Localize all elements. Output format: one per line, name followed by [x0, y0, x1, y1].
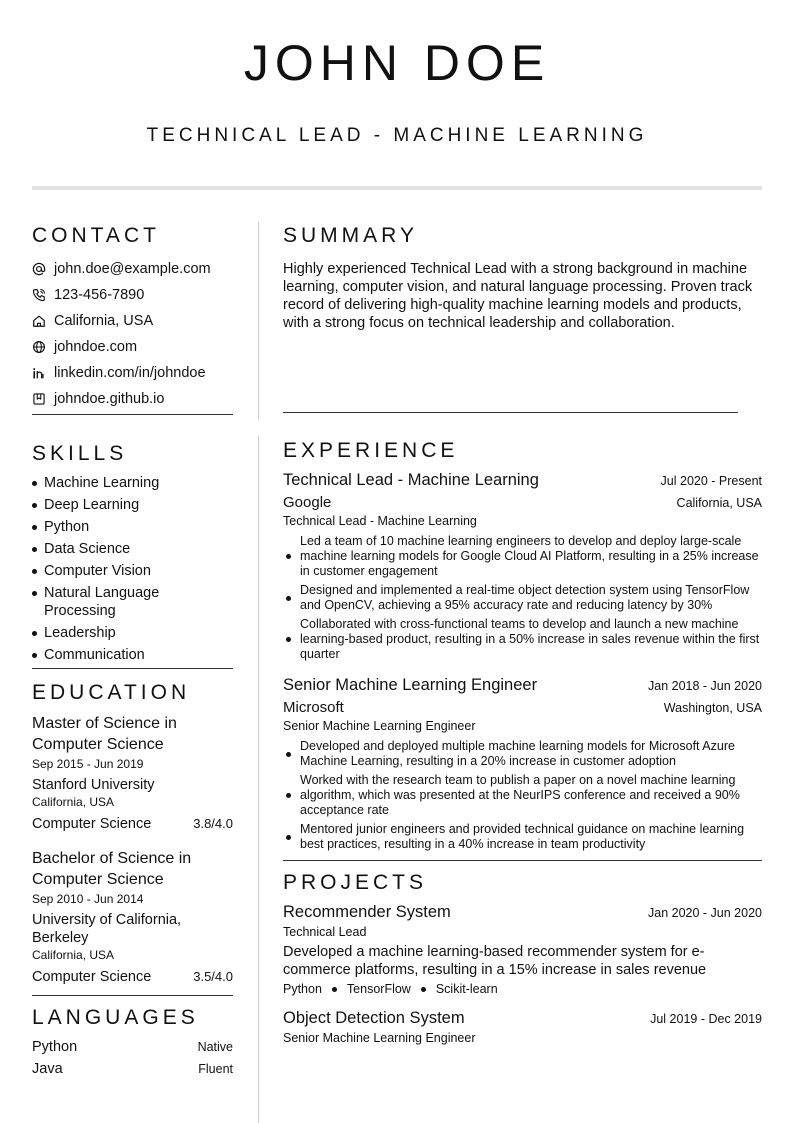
- header-divider: [32, 186, 762, 190]
- skills-divider: [32, 668, 233, 669]
- project-role: Technical Lead: [283, 925, 367, 939]
- job-bullet: [283, 822, 762, 852]
- school-name: University of California, Berkeley: [32, 912, 182, 946]
- contact-heading: CONTACT: [32, 224, 160, 247]
- bullet-dot: [286, 637, 291, 642]
- education-dates: Sep 2015 - Jun 2019: [32, 757, 144, 771]
- project-title: Recommender System: [283, 903, 451, 921]
- contact-linkedin[interactable]: [32, 360, 233, 386]
- field-of-study: Computer Science: [32, 969, 152, 985]
- project-description: Developed a machine learning-based recommender system for e-commerce platforms, resulting in a 15% increase in sales revenue: [283, 944, 707, 978]
- language-row: [32, 1058, 233, 1080]
- contact-location: [32, 308, 233, 334]
- field-of-study: Computer Science: [32, 816, 152, 832]
- contact-list: [32, 256, 233, 412]
- languages-section: [32, 1004, 233, 1080]
- tech-tag: TensorFlow: [346, 982, 411, 996]
- experience-section: [283, 437, 762, 861]
- project-role: Senior Machine Learning Engineer: [283, 1031, 476, 1045]
- column-divider-bottom: [258, 436, 259, 1123]
- job-subheader: [283, 494, 762, 511]
- bullet-text: Collaborated with cross-functional teams to develop and launch a new machine learning-based product, resulting in a 50% increase in sales revenue within the first quarter: [300, 617, 760, 661]
- bullet-text: Led a team of 10 machine learning engineers to develop and deploy large-scale machine learning models for Google Cloud AI Platform, resulting in a 25% increase in customer engagement: [300, 534, 759, 578]
- skills-heading: SKILLS: [32, 442, 128, 465]
- education-field-row: [32, 967, 233, 987]
- language-name: Java: [32, 1061, 63, 1077]
- degree-name: Master of Science in Computer Science: [32, 715, 177, 753]
- bullet-dot: [286, 752, 291, 757]
- contact-linkedin-text: linkedin.com/in/johndoe: [54, 365, 206, 381]
- bullet-dot: [32, 591, 37, 596]
- degree-name: Bachelor of Science in Computer Science: [32, 850, 192, 888]
- bullet-dot: [32, 631, 37, 636]
- separator-dot: [421, 987, 426, 992]
- candidate-name: JOHN DOE: [243, 35, 551, 91]
- languages-list: [32, 1036, 233, 1080]
- project-dates: Jan 2020 - Jun 2020: [648, 906, 762, 920]
- languages-heading: LANGUAGES: [32, 1006, 199, 1029]
- job-location: Washington, USA: [663, 701, 762, 715]
- skill-item: [32, 562, 233, 580]
- summary-section: [283, 222, 762, 412]
- summary-text: Highly experienced Technical Lead with a strong background in machine learning, computer vision, and natural language processing. Proven track record of delivering high-quality machine learning models and products, with a strong focus on technical leadership and collaboration.: [283, 261, 753, 331]
- contact-website-text: johndoe.com: [54, 339, 138, 355]
- job-subheader: [283, 699, 762, 716]
- project-entry: [283, 1009, 762, 1045]
- skill-item: [32, 496, 233, 514]
- contact-email[interactable]: [32, 256, 233, 282]
- linkedin-icon: [32, 366, 46, 380]
- contact-email-text: john.doe@example.com: [54, 261, 211, 277]
- job-location: California, USA: [676, 496, 762, 510]
- tech-tag: Scikit-learn: [435, 982, 498, 996]
- experience-divider: [283, 860, 762, 861]
- skill-label: Natural Language Processing: [44, 585, 160, 619]
- bullet-text: Developed and deployed multiple machine learning models for Microsoft Azure Machine Learning, resulting in a 20% increase in customer adoption: [300, 739, 735, 768]
- skill-label: Communication: [44, 647, 145, 663]
- gpa-value: 3.8/4.0: [193, 816, 233, 831]
- bullet-dot: [32, 653, 37, 658]
- job-header: [283, 471, 762, 490]
- skill-item: [32, 474, 233, 492]
- job-header: [283, 676, 762, 695]
- job-role: Technical Lead - Machine Learning: [283, 514, 477, 528]
- language-level: Native: [197, 1040, 233, 1054]
- job-role: Senior Machine Learning Engineer: [283, 719, 476, 733]
- school-location: California, USA: [32, 948, 115, 962]
- home-icon: [32, 314, 46, 328]
- bullet-dot: [32, 525, 37, 530]
- job-title: Technical Lead - Machine Learning: [283, 471, 539, 489]
- project-entry: [283, 903, 762, 996]
- language-row: [32, 1036, 233, 1058]
- job-bullets: [283, 739, 762, 852]
- education-entry: [32, 848, 233, 987]
- bookmark-icon: [32, 392, 46, 406]
- contact-divider: [32, 414, 233, 415]
- experience-heading: EXPERIENCE: [283, 439, 459, 462]
- gpa-value: 3.5/4.0: [193, 969, 233, 984]
- summary-heading: SUMMARY: [283, 224, 418, 247]
- job-bullet: [283, 534, 762, 579]
- skill-label: Python: [44, 519, 90, 535]
- contact-github[interactable]: [32, 386, 233, 412]
- bullet-dot: [286, 835, 291, 840]
- skill-item: [32, 646, 233, 664]
- skill-item: [32, 584, 233, 620]
- candidate-title: TECHNICAL LEAD - MACHINE LEARNING: [146, 125, 648, 146]
- globe-icon: [32, 340, 46, 354]
- education-heading: EDUCATION: [32, 681, 191, 704]
- project-header: [283, 903, 762, 922]
- job-entry: [283, 676, 762, 852]
- skills-list: [32, 474, 233, 664]
- project-header: [283, 1009, 762, 1028]
- projects-section: [283, 869, 762, 1045]
- contact-website[interactable]: [32, 334, 233, 360]
- right-column: [283, 222, 762, 1045]
- phone-icon: [32, 288, 46, 302]
- project-dates: Jul 2019 - Dec 2019: [650, 1012, 762, 1026]
- contact-location-text: California, USA: [54, 313, 154, 329]
- separator-dot: [332, 987, 337, 992]
- skill-label: Machine Learning: [44, 475, 160, 491]
- contact-phone-text: 123-456-7890: [54, 287, 145, 303]
- job-bullet: [283, 617, 762, 662]
- bullet-dot: [286, 554, 291, 559]
- job-bullets: [283, 534, 762, 662]
- contact-phone[interactable]: [32, 282, 233, 308]
- left-column: [32, 222, 233, 1080]
- column-divider-top: [258, 222, 259, 419]
- school-location: California, USA: [32, 795, 115, 809]
- education-entry: [32, 713, 233, 834]
- bullet-dot: [32, 481, 37, 486]
- skill-item: [32, 540, 233, 558]
- job-bullet: [283, 739, 762, 769]
- skill-label: Computer Vision: [44, 563, 151, 579]
- skill-label: Deep Learning: [44, 497, 140, 513]
- bullet-text: Worked with the research team to publish a paper on a novel machine learning algorithm, which was presented at the NeurIPS conference and received a 90% acceptance rate: [300, 773, 740, 817]
- school-name: Stanford University: [32, 777, 155, 793]
- company-name: Google: [283, 494, 332, 511]
- job-entry: [283, 471, 762, 662]
- bullet-dot: [286, 793, 291, 798]
- job-title: Senior Machine Learning Engineer: [283, 676, 538, 694]
- education-divider: [32, 995, 233, 996]
- project-title: Object Detection System: [283, 1009, 465, 1027]
- at-icon: [32, 262, 46, 276]
- contact-github-text: johndoe.github.io: [54, 391, 165, 407]
- skills-section: [32, 440, 233, 669]
- skill-label: Leadership: [44, 625, 116, 641]
- company-name: Microsoft: [283, 699, 344, 716]
- projects-heading: PROJECTS: [283, 871, 428, 894]
- bullet-text: Mentored junior engineers and provided technical guidance on machine learning best practices, resulting in a 40% increase in team productivity: [300, 822, 745, 851]
- job-dates: Jul 2020 - Present: [660, 474, 762, 488]
- summary-divider: [283, 412, 738, 413]
- bullet-dot: [32, 503, 37, 508]
- skill-label: Data Science: [44, 541, 131, 557]
- language-level: Fluent: [198, 1062, 233, 1076]
- skill-item: [32, 518, 233, 536]
- contact-section: [32, 222, 233, 415]
- education-field-row: [32, 814, 233, 834]
- education-section: [32, 679, 233, 996]
- job-bullet: [283, 773, 762, 818]
- language-name: Python: [32, 1039, 78, 1055]
- skill-item: [32, 624, 233, 642]
- tech-tag: Python: [283, 982, 322, 996]
- bullet-text: Designed and implemented a real-time object detection system using TensorFlow and OpenCV, achieving a 95% accuracy rate and reducing latency by 30%: [300, 583, 750, 612]
- job-bullet: [283, 583, 762, 613]
- education-dates: Sep 2010 - Jun 2014: [32, 892, 144, 906]
- project-tech-stack: [283, 982, 762, 996]
- bullet-dot: [286, 596, 291, 601]
- bullet-dot: [32, 569, 37, 574]
- bullet-dot: [32, 547, 37, 552]
- job-dates: Jan 2018 - Jun 2020: [648, 679, 762, 693]
